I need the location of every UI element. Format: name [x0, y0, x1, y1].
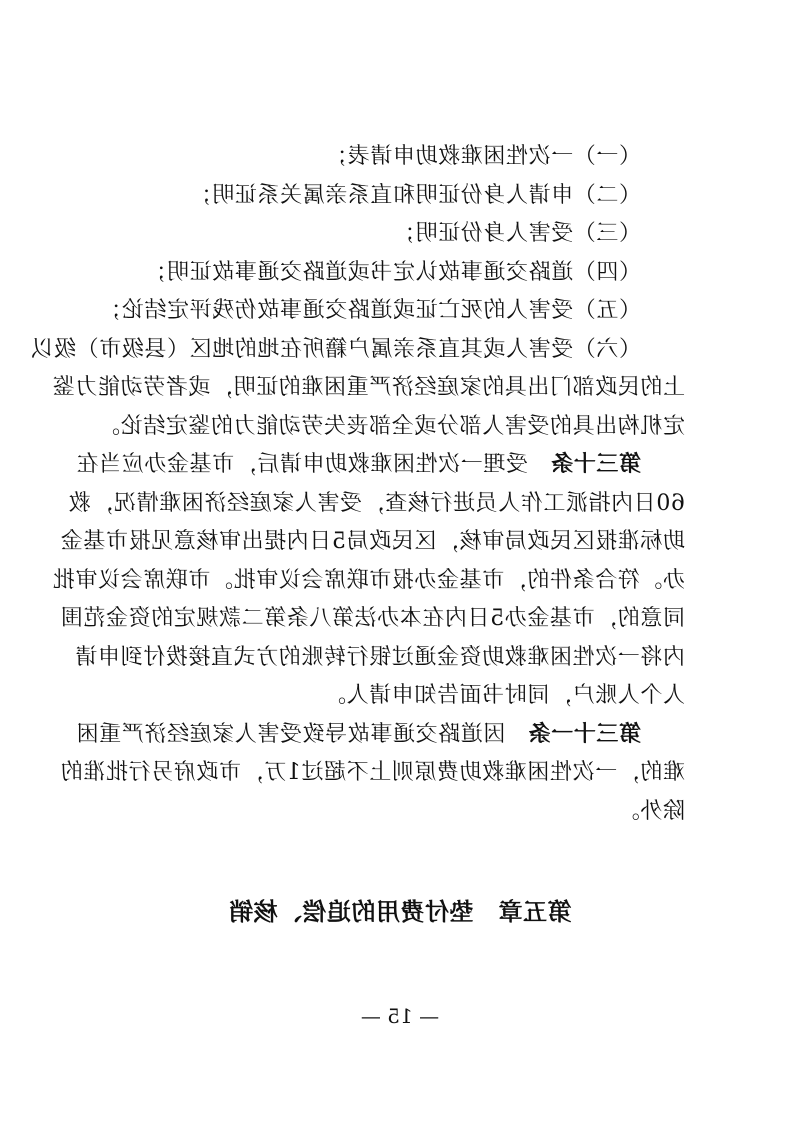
article-30-line: 助标准报区民政局审核，区民政局5日内提出审核意见报市基金 [60, 529, 685, 554]
article-30-line: 人个人账户，同时书面告知申请人。 [323, 683, 685, 708]
article-30-text: 受理一次性困难救助申请后，市基金办应当在 [75, 452, 528, 477]
list-item: （二）申请人身份证明和直系亲属关系证明； [188, 182, 641, 208]
article-30-line: 内将一次性困难救助资金通过银行转账的方式直接拨付到申请 [74, 644, 685, 670]
article-31-first-line [75, 716, 685, 755]
list-item: （一）一次性困难救助申请表； [324, 144, 641, 169]
article-30-first-line [75, 446, 685, 485]
article-30-line: 60日内指派工作人员进行核查，受害人家庭经济困难情况，救 [68, 490, 685, 516]
article-30-line: 办。符合条件的，市基金办报市联席会议审批。市联席会议审批 [52, 567, 685, 593]
article-30-line: 同意的，市基金办5日内在本办法第八条第二款规定的资金范围 [60, 606, 685, 631]
article-31-heading: 第三十一条 [527, 721, 641, 747]
page-number: — 15 — [360, 1004, 440, 1028]
list-item: （四）道路交通事故认定书或道路交通事故证明； [143, 259, 641, 285]
list-item-6-line: 定机构出具的受害人部分或全部丧失劳动能力的鉴定结论。 [97, 413, 685, 439]
article-31-line: 难的，一次性困难救助费原则上不超过1万，市政府另行批准的 [60, 760, 685, 785]
article-31-line: 除外。 [617, 798, 685, 824]
article-31-text: 因道路交通事故导致受害人家庭经济严重困 [75, 721, 506, 747]
list-item: （五）受害人的死亡证或道路交通事故伤残评定结论； [98, 298, 641, 323]
document-body [30, 138, 685, 831]
list-item-6-line: （六）受害人或其直系亲属户籍所在地的地区（县级市）级以 [30, 336, 641, 362]
chapter-title: 第五章 垫付费用的追偿、核销 [228, 898, 572, 926]
list-item-6-line: 上的民政部门出具的家庭经济严重困难的证明，或者劳动能力鉴 [52, 375, 685, 400]
article-30-heading: 第三十条 [550, 452, 641, 477]
list-item: （三）受害人身份证明； [392, 221, 641, 246]
